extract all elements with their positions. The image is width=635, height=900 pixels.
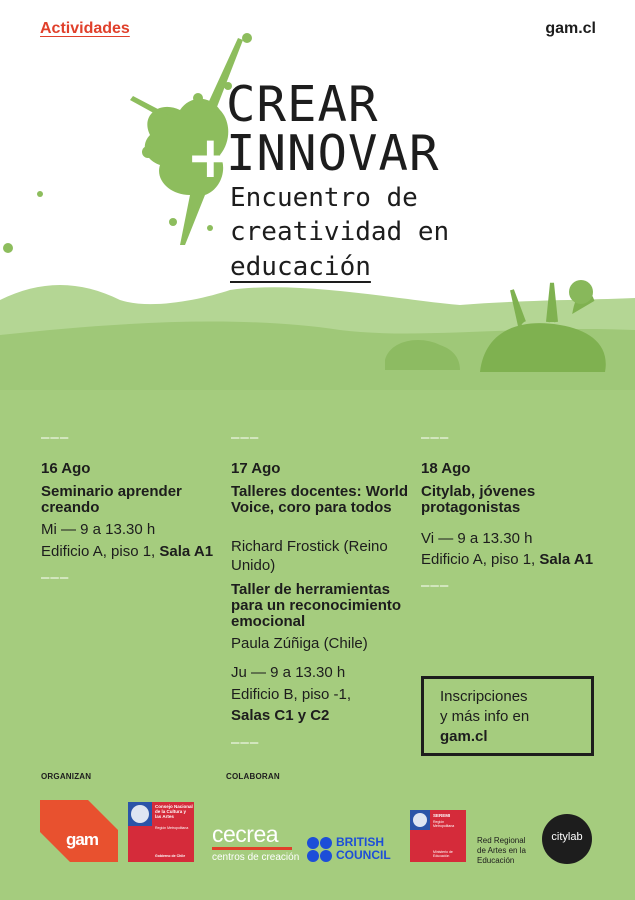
- consejo-gob: Gobierno de Chile: [155, 854, 186, 858]
- cecrea-sub: centros de creación: [212, 852, 300, 863]
- day-date: 17 Ago: [231, 460, 281, 477]
- seremi-logo: [410, 810, 466, 862]
- consejo-text: Consejo Nacional de la Cultura y las Artes: [155, 804, 193, 819]
- event-title: Citylab, jóvenes protagonistas: [421, 483, 536, 516]
- event-speaker: Paula Zúñiga (Chile): [231, 635, 368, 652]
- info-link[interactable]: gam.cl: [440, 728, 488, 745]
- coat-of-arms-icon: [131, 805, 149, 823]
- british-council-logo: [306, 836, 406, 864]
- event-title: Taller de herramientas para un reconocimiento emocional: [231, 581, 402, 630]
- divider-dash: ———: [231, 430, 260, 446]
- cecrea-bar: [212, 847, 292, 850]
- citylab-text: citylab: [551, 831, 583, 843]
- divider-dash: ———: [421, 578, 450, 594]
- place-prefix: Edificio A, piso 1,: [41, 543, 160, 560]
- site-url[interactable]: gam.cl: [545, 20, 596, 37]
- event-title: Talleres docentes: World Voice, coro para todos: [231, 483, 408, 516]
- seremi-region: Región Metropolitana: [433, 820, 455, 828]
- title-crear: CREAR: [226, 76, 379, 133]
- event-speaker: Richard Frostick (Reino Unido): [231, 538, 388, 574]
- event-place: [421, 550, 593, 569]
- title-innovar: INNOVAR: [226, 125, 440, 182]
- seremi-top: SEREMI: [433, 813, 451, 818]
- place-room: Sala A1: [539, 551, 594, 568]
- cecrea-main: cecrea: [212, 821, 279, 847]
- consejo-cultura-logo: [128, 802, 194, 862]
- event-room: Salas C1 y C2: [231, 707, 330, 724]
- consejo-region: Región Metropolitana: [155, 826, 189, 830]
- divider-dash: ———: [231, 735, 260, 751]
- place-room: Sala A1: [159, 543, 214, 560]
- event-time: Vi — 9 a 13.30 h: [421, 530, 533, 547]
- subtitle-line-3: educación: [230, 252, 371, 282]
- registration-box: [421, 676, 594, 756]
- organizan-label: ORGANIZAN: [41, 772, 92, 781]
- event-place: [41, 542, 213, 561]
- subtitle-line-2: creatividad en: [230, 217, 450, 247]
- info-line-2: y más info en: [440, 708, 530, 725]
- red-line-2: de Artes en la: [477, 846, 526, 855]
- red-line-3: Educación: [477, 856, 515, 865]
- gam-logo: [40, 800, 118, 862]
- british-council-dots-icon: [306, 836, 334, 864]
- actividades-link[interactable]: Actividades: [40, 20, 130, 37]
- event-place: Edificio B, piso -1,: [231, 686, 352, 703]
- divider-dash: ———: [41, 570, 70, 586]
- day-date: 18 Ago: [421, 460, 471, 477]
- citylab-logo: [542, 814, 592, 864]
- gam-logo-text: gam: [66, 830, 98, 849]
- event-time: Ju — 9 a 13.30 h: [231, 664, 346, 681]
- event-time: Mi — 9 a 13.30 h: [41, 521, 156, 538]
- event-title: Seminario aprender creando: [41, 483, 182, 516]
- subtitle-line-1: Encuentro de: [230, 183, 418, 213]
- cecrea-logo: [212, 822, 299, 863]
- info-line-1: Inscripciones: [440, 688, 528, 705]
- divider-dash: ———: [41, 430, 70, 446]
- coat-of-arms-icon: [413, 813, 427, 827]
- british-text: BRITISH: [336, 835, 384, 849]
- place-prefix: Edificio A, piso 1,: [421, 551, 540, 568]
- council-text: COUNCIL: [336, 848, 391, 862]
- divider-dash: ———: [421, 430, 450, 446]
- title-plus: +: [186, 123, 235, 191]
- red-line-1: Red Regional: [477, 836, 526, 845]
- red-regional-logo: [477, 836, 526, 866]
- colaboran-label: COLABORAN: [226, 772, 280, 781]
- seremi-bottom: Ministerio de Educación: [433, 850, 453, 858]
- day-date: 16 Ago: [41, 460, 91, 477]
